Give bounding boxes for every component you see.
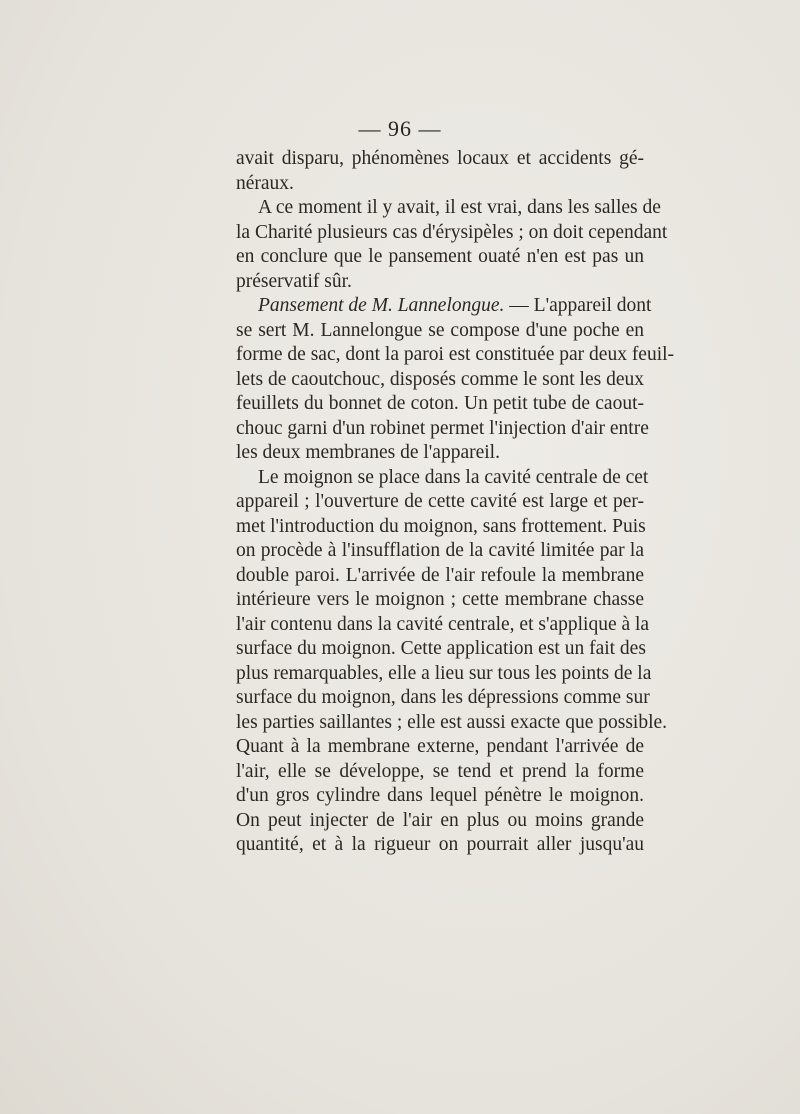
section-heading: Pansement de M. Lannelongue. [258,295,505,316]
text-line: l'air contenu dans la cavité centrale, et s'applique à la [236,613,650,635]
text-line: Pansement de M. Lannelongue. — L'appareil dont [258,295,652,316]
text-line: feuillets du bonnet de coton. Un petit tube de caout- [236,393,644,414]
text-line: les deux membranes de l'appareil. [236,442,500,463]
text-line: on procède à l'insufflation de la cavité limitée par la [236,540,644,561]
text-line: surface du moignon, dans les dépressions comme sur [236,687,650,708]
text-line: d'un gros cylindre dans lequel pénètre le moignon. [236,785,644,806]
text-line: A ce moment il y avait, il est vrai, dans les salles de [258,197,661,218]
paragraph [236,466,668,858]
text-line: forme de sac, dont la paroi est constituée par deux feuil- [236,344,675,365]
text-line: On peut injecter de l'air en plus ou moins grande [236,809,644,831]
page-number: — 96 — [358,116,442,141]
paragraph [236,147,644,196]
text-line: double paroi. L'arrivée de l'air refoule la membrane [236,564,644,586]
text-line: appareil ; l'ouverture de cette cavité est large et per- [236,491,644,512]
paragraph [236,196,668,294]
text-line: avait disparu, phénomènes locaux et accidents gé- [236,148,644,169]
text-line: se sert M. Lannelongue se compose d'une poche en [236,319,644,341]
text-line: l'air, elle se développe, se tend et prend la forme [236,760,644,782]
text-line: néraux. [236,172,294,194]
text-line: Le moignon se place dans la cavité centrale de cet [258,466,649,488]
text-line: lets de caoutchouc, disposés comme le sont les deux [236,368,644,390]
body-text [236,147,675,858]
text-line: la Charité plusieurs cas d'érysipèles ; on doit cependant [236,221,668,243]
text-line: intérieure vers le moignon ; cette membrane chasse [236,589,644,610]
text-line: met l'introduction du moignon, sans frottement. Puis [236,515,646,537]
text-line: les parties saillantes ; elle est aussi exacte que possible. [236,711,668,733]
text-line: plus remarquables, elle a lieu sur tous les points de la [236,662,652,684]
text-line: quantité, et à la rigueur on pourrait aller jusqu'au [236,834,644,855]
text-line: surface du moignon. Cette application est un fait des [236,638,646,659]
paragraph [236,294,675,466]
text-line: Quant à la membrane externe, pendant l'arrivée de [236,736,644,757]
text-line: préservatif sûr. [236,270,352,292]
text-line: en conclure que le pansement ouaté n'en est pas un [236,246,644,267]
text-line: chouc garni d'un robinet permet l'injection d'air entre [236,417,649,439]
